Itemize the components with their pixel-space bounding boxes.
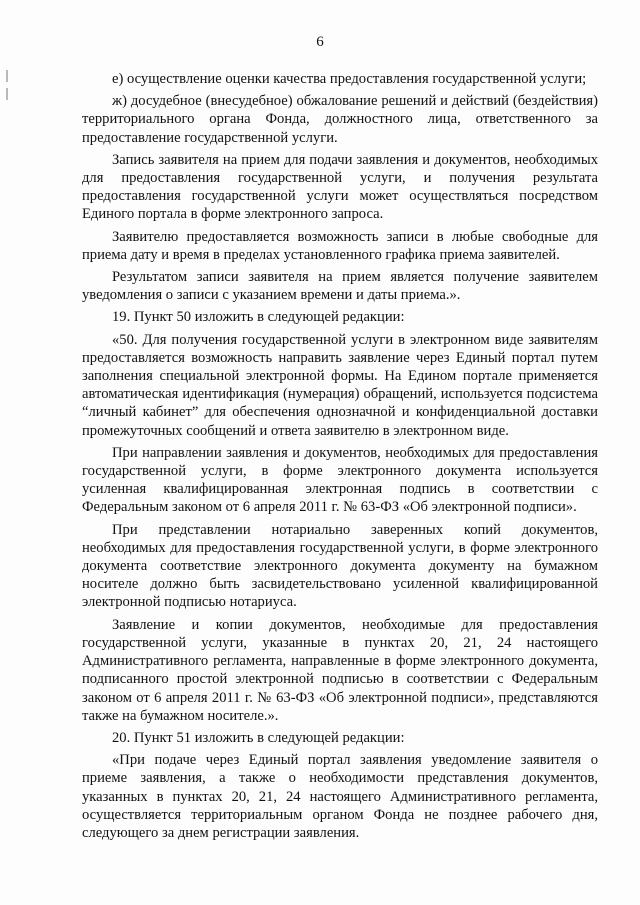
- margin-mark: [6, 70, 8, 82]
- paragraph-simple-signature: Заявление и копии документов, необходимые для предоставления государственной услуги, указанные в пунктах 20, 21, 24 настоящего Административного регламента, направленные в форме электронного документа, подписанного простой электронной подписью в соответствии с Федеральным законом от 6 апреля 2011 г. № 63-ФЗ «Об электронной подписи», представляются также на бумажном носителе.».: [82, 616, 598, 724]
- paragraph-free-slots: Заявителю предоставляется возможность записи в любые свободные для приема дату и время в пределах установленного графика приема заявителей.: [82, 228, 598, 263]
- page-number: 6: [316, 34, 324, 50]
- paragraph-notarized-copies: При представлении нотариально заверенных копий документов, необходимых для предоставления государственной услуги, в форме электронного документа соответствие электронного документа документу на бумажном носителе должно быть засвидетельствовано усиленной квалифицированной электронной подписью нотариуса.: [82, 521, 598, 611]
- paragraph-point-20: 20. Пункт 51 изложить в следующей редакции:: [112, 729, 405, 746]
- paragraph-point-50: «50. Для получения государственной услуги в электронном виде заявителям предоставляется возможность направить заявление через Единый портал путем заполнения специальной электронной формы. На Едином портале применяется автоматическая идентификация (нумерация) обращений, используется подсистема “личный кабинет” для обеспечения однозначной и конфиденциальной доставки промежуточных сообщений и ответа заявителю в электронном виде.: [82, 331, 598, 439]
- paragraph-electronic-signature: При направлении заявления и документов, необходимых для предоставления государственной услуги, в форме электронного документа используется усиленная квалифицированная электронная подпись в соответствии с Федеральным законом от 6 апреля 2011 г. № 63-ФЗ «Об электронной подписи».: [82, 444, 598, 516]
- paragraph-item-e: е) осуществление оценки качества предоставления государственной услуги;: [112, 71, 587, 87]
- paragraph-appointment-record: Запись заявителя на прием для подачи заявления и документов, необходимых для предоставления государственной услуги, и получения результата предоставления государственной услуги может осуществляться посредством Единого портала в форме электронного запроса.: [82, 151, 598, 223]
- margin-mark: [6, 88, 8, 100]
- paragraph-point-19: 19. Пункт 50 изложить в следующей редакции:: [112, 309, 405, 326]
- paragraph-item-zh: ж) досудебное (внесудебное) обжалование решений и действий (бездействия) территориального органа Фонда, должностного лица, ответственного за предоставление государственной услуги.: [82, 93, 598, 146]
- document-body: [82, 70, 598, 846]
- paragraph-point-51: «При подаче через Единый портал заявления уведомление заявителя о приеме заявления, а также о необходимости представления документов, указанных в пунктах 20, 21, 24 настоящего Административного регламента, осуществляется территориальным органом Фонда не позднее рабочего дня, следующего за днем регистрации заявления.: [82, 752, 598, 841]
- paragraph-record-result: Результатом записи заявителя на прием является получение заявителем уведомления о записи с указанием времени и даты приема.».: [82, 269, 598, 304]
